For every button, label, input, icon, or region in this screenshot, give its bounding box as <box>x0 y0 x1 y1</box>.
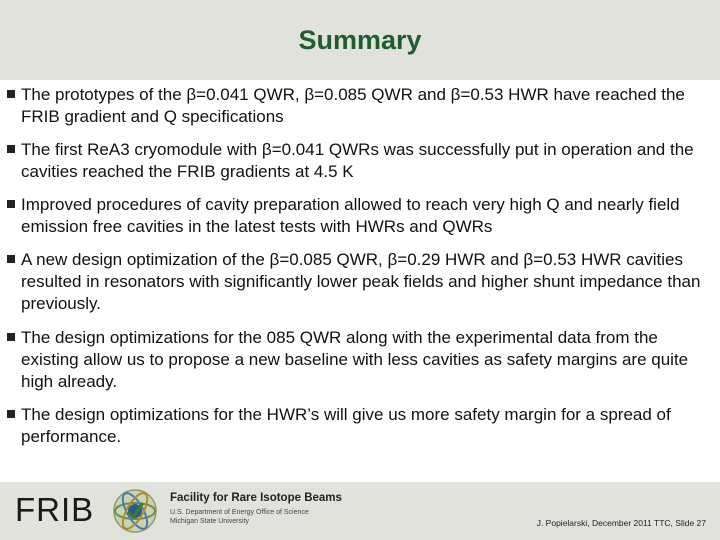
frib-seal-icon <box>108 487 162 535</box>
bullet-text: The first ReA3 cryomodule with β=0.041 QWRs was successfully put in operation and the cavities reached the FRIB gradients at 4.5 K <box>21 140 694 181</box>
facility-name: Facility for Rare Isotope Beams <box>170 492 342 504</box>
bullet-text: Improved procedures of cavity preparation allowed to reach very high Q and nearly field emission free cavities in the latest tests with HWRs and QWRs <box>21 195 680 236</box>
bullet-text: The design optimizations for the 085 QWR along with the experimental data from the existing allow us to propose a new baseline with less cavities as safety margins are quite high already. <box>21 328 689 391</box>
bullet-text: The prototypes of the β=0.041 QWR, β=0.085 QWR and β=0.53 HWR have reached the FRIB gradient and Q specifications <box>21 85 685 126</box>
square-bullet-icon <box>7 333 15 341</box>
square-bullet-icon <box>7 90 15 98</box>
affiliation-line: Michigan State University <box>170 518 249 525</box>
bullet-item <box>6 139 712 183</box>
square-bullet-icon <box>7 145 15 153</box>
bullet-item <box>6 327 712 393</box>
affiliation-line: U.S. Department of Energy Office of Science <box>170 509 309 516</box>
bullet-item <box>6 404 712 448</box>
bullet-item <box>6 84 712 128</box>
bullet-text: A new design optimization of the β=0.085 QWR, β=0.29 HWR and β=0.53 HWR cavities resulted in resonators with significantly lower peak fields and higher shunt impedance than previously. <box>21 250 701 313</box>
bullet-text: The design optimizations for the HWR’s will give us more safety margin for a spread of performance. <box>21 405 671 446</box>
slide-title: Summary <box>298 25 422 55</box>
square-bullet-icon <box>7 200 15 208</box>
square-bullet-icon <box>7 410 15 418</box>
bullet-item <box>6 194 712 238</box>
square-bullet-icon <box>7 255 15 263</box>
slide-credit: J. Popielarski, December 2011 TTC, Slide 27 <box>536 518 706 528</box>
bullet-list <box>6 84 712 448</box>
frib-logo: FRIB <box>15 491 95 528</box>
bullet-item <box>6 249 712 315</box>
